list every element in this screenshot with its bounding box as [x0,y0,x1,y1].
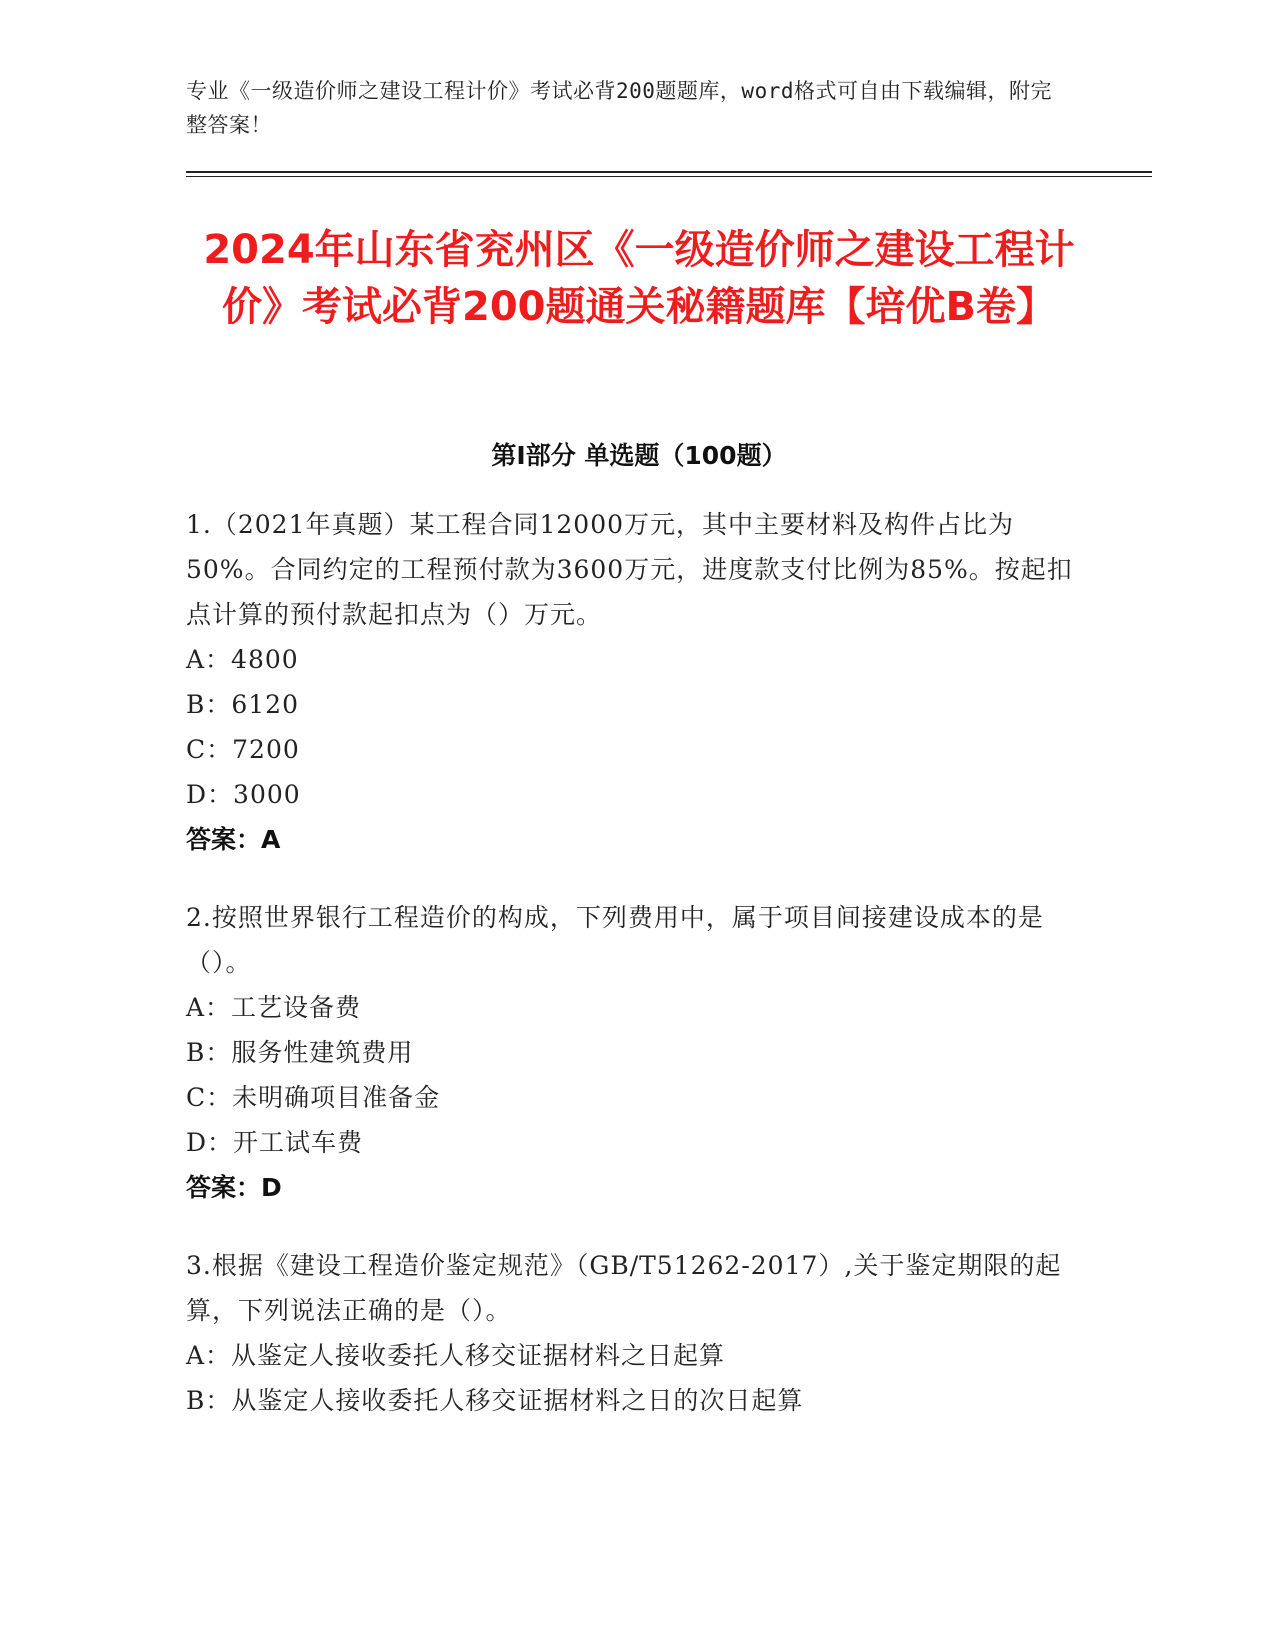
question-stem: 1.（2021年真题）某工程合同12000万元，其中主要材料及构件占比为50%。合同约定的工程预付款为3600万元，进度款支付比例为85%。按起扣点计算的预付款起扣点为（）万元。 [186,510,1073,629]
header-note: 专业《一级造价师之建设工程计价》考试必背200题题库，word格式可自由下载编辑，附完整答案！ [186,79,1052,137]
option-a: A：工艺设备费 [186,993,362,1022]
option-b: B：服务性建筑费用 [186,1038,414,1067]
question-3 [186,1243,1092,1423]
option-b: B：6120 [186,690,299,719]
option-a: A：4800 [186,645,299,674]
answer: 答案：D [186,1173,282,1202]
question-2 [186,895,1092,1210]
option-d: D：3000 [186,780,301,809]
document-title: 2024年山东省兖州区《一级造价师之建设工程计价》考试必背200题通关秘籍题库【培优B卷】 [203,227,1075,330]
question-stem: 3.根据《建设工程造价鉴定规范》（GB/T51262-2017）,关于鉴定期限的起算，下列说法正确的是（）。 [186,1251,1062,1325]
header-divider-bottom [186,176,1152,177]
option-c: C：7200 [186,735,300,764]
header-divider-top [186,171,1152,173]
answer: 答案：A [186,825,281,854]
option-d: D：开工试车费 [186,1128,364,1157]
option-c: C：未明确项目准备金 [186,1083,441,1112]
question-stem: 2.按照世界银行工程造价的构成，下列费用中，属于项目间接建设成本的是（）。 [186,903,1044,977]
option-b: B：从鉴定人接收委托人移交证据材料之日的次日起算 [186,1386,804,1415]
question-1 [186,502,1092,862]
section-title: 第I部分 单选题（100题） [491,441,787,470]
option-a: A：从鉴定人接收委托人移交证据材料之日起算 [186,1341,726,1370]
